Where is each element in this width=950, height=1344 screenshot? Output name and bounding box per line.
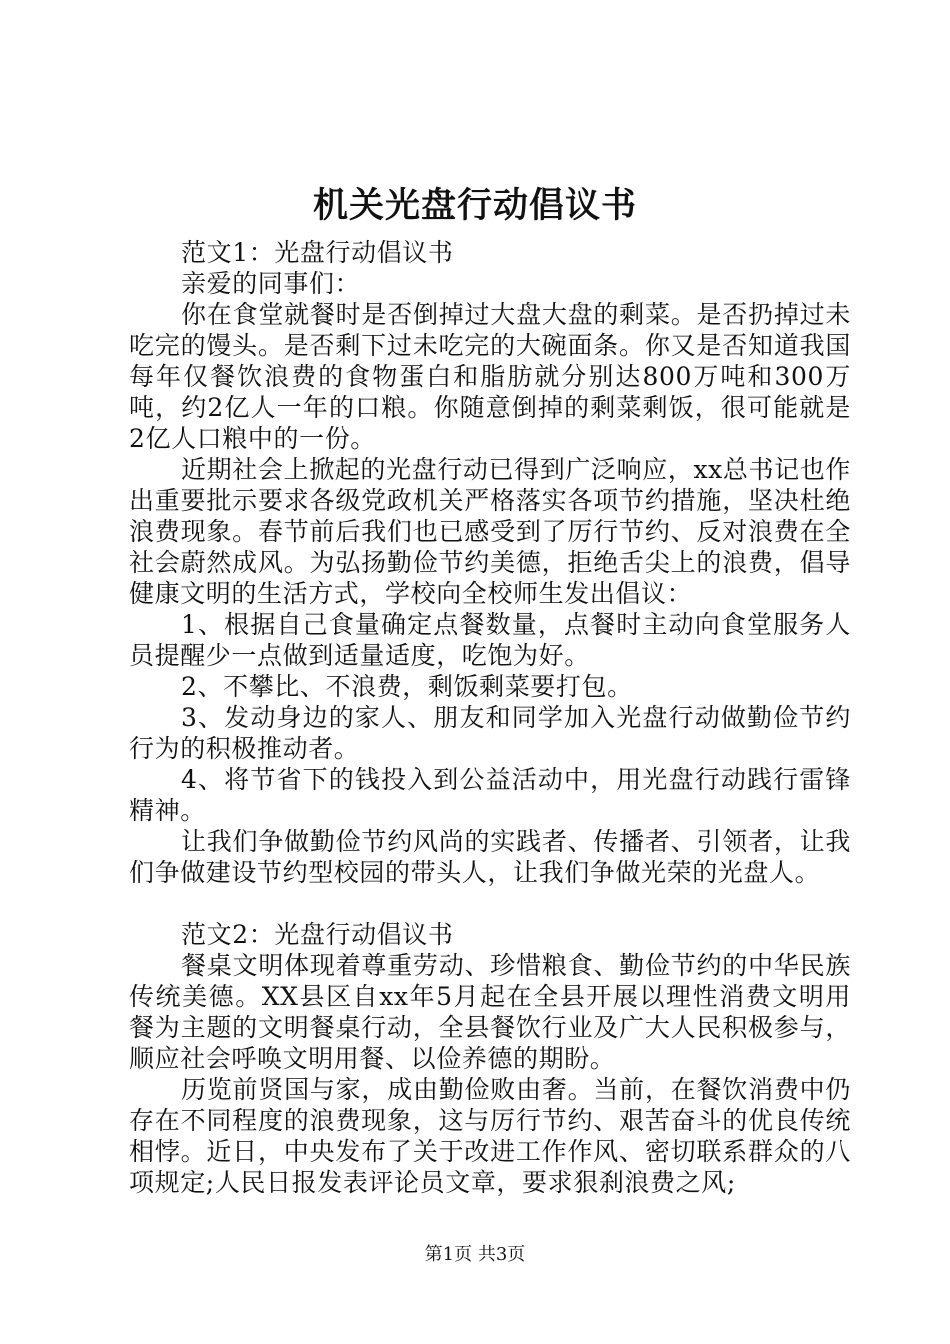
salutation: 亲爱的同事们： bbox=[181, 269, 361, 298]
paragraph-gap bbox=[129, 888, 851, 919]
section-heading-1: 范文1：光盘行动倡议书 bbox=[181, 238, 454, 267]
proposal-item-1: 1、根据自己食量确定点餐数量，点餐时主动向食堂服务人员提醒少一点做到适量适度，吃饱为好。 bbox=[129, 610, 851, 670]
proposal-item-4: 4、将节省下的钱投入到公益活动中，用光盘行动践行雷锋精神。 bbox=[129, 765, 851, 825]
document-title: 机关光盘行动倡议书 bbox=[312, 185, 637, 226]
paragraph: 历览前贤国与家，成由勤俭败由奢。当前，在餐饮消费中仍存在不同程度的浪费现象，这与厉行节约、艰苦奋斗的优良传统相悖。近日，中央发布了关于改进工作作风、密切联系群众的八项规定;人民日报发表评论员文章，要求狠刹浪费之风; bbox=[129, 1075, 851, 1197]
proposal-item-2: 2、不攀比、不浪费，剩饭剩菜要打包。 bbox=[181, 672, 633, 701]
paragraph: 近期社会上掀起的光盘行动已得到广泛响应，xx总书记也作出重要批示要求各级党政机关严格落实各项节约措施，坚决杜绝浪费现象。春节前后我们也已感受到了厉行节约、反对浪费在全社会蔚然成风。为弘扬勤俭节约美德，拒绝舌尖上的浪费，倡导健康文明的生活方式，学校向全校师生发出倡议： bbox=[129, 455, 851, 608]
paragraph: 餐桌文明体现着尊重劳动、珍惜粮食、勤俭节约的中华民族传统美德。XX县区自xx年5月起在全县开展以理性消费文明用餐为主题的文明餐桌行动，全县餐饮行业及广大人民积极参与，顺应社会呼唤文明用餐、以俭养德的期盼。 bbox=[129, 951, 851, 1073]
page-footer: 第1页 共3页 bbox=[424, 1244, 526, 1265]
paragraph: 你在食堂就餐时是否倒掉过大盘大盘的剩菜。是否扔掉过未吃完的馒头。是否剩下过未吃完的大碗面条。你又是否知道我国每年仅餐饮浪费的食物蛋白和脂肪就分别达800万吨和300万吨，约2亿人一年的口粮。你随意倒掉的剩菜剩饭，很可能就是2亿人口粮中的一份。 bbox=[129, 300, 851, 453]
proposal-item-3: 3、发动身边的家人、朋友和同学加入光盘行动做勤俭节约行为的积极推动者。 bbox=[129, 703, 851, 763]
closing-paragraph: 让我们争做勤俭节约风尚的实践者、传播者、引领者，让我们争做建设节约型校园的带头人，让我们争做光荣的光盘人。 bbox=[129, 827, 851, 887]
document-body bbox=[129, 237, 851, 1198]
section-heading-2: 范文2：光盘行动倡议书 bbox=[181, 920, 454, 949]
